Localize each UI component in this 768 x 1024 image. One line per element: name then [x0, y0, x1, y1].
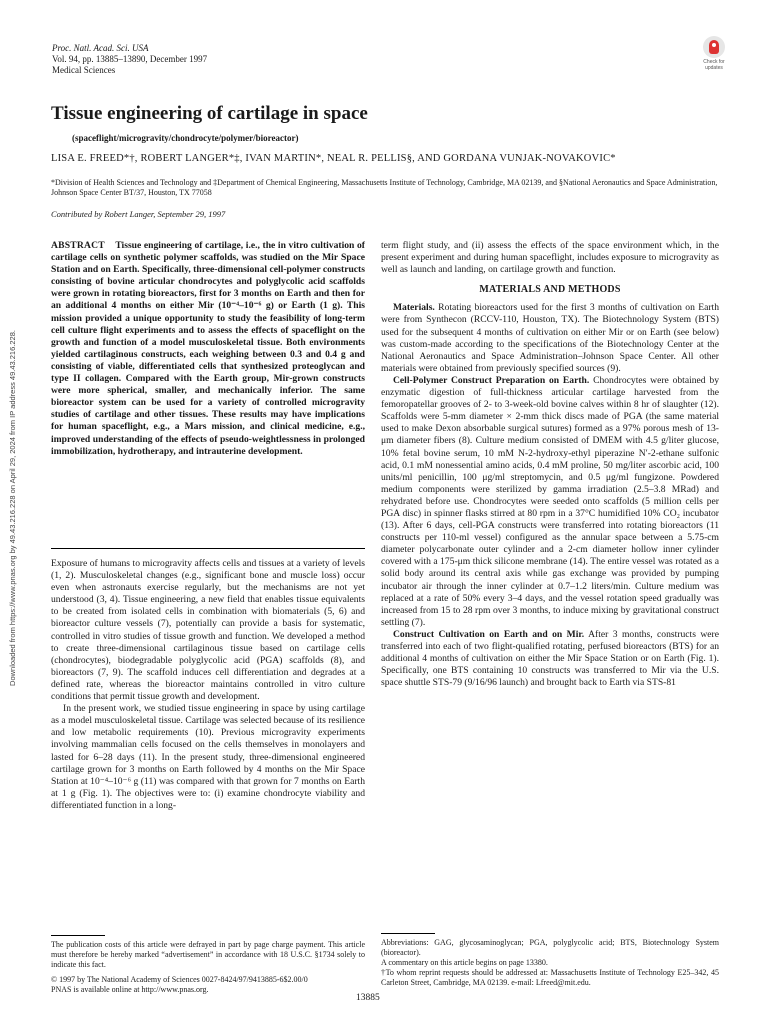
commentary-note: A commentary on this article begins on page 13380. — [381, 958, 548, 967]
cultivation-paragraph — [381, 629, 719, 689]
abstract-divider — [51, 548, 365, 549]
page-number: 13885 — [356, 993, 380, 1003]
cost-note: The publication costs of this article were defrayed in part by page charge payment. This article must therefore be hereby marked “advertisement” in accordance with 18 U.S.C. §1734 solely to indicate this fact. — [51, 940, 365, 969]
affiliations: *Division of Health Sciences and Technology and ‡Department of Chemical Engineering, Massachusetts Institute of Technology, Cambridge, MA 02139, and §National Aeronautics and Space Administration, Johnson Space Center BT/37, Houston, TX 77058 — [51, 178, 718, 197]
materials-heading: Materials. — [393, 302, 435, 314]
article-title: Tissue engineering of cartilage in space — [51, 103, 368, 124]
author-list: LISA E. FREED*†, ROBERT LANGER*‡, IVAN MARTIN*, NEAL R. PELLIS§, AND GORDANA VUNJAK-NOVAKOVIC* — [51, 153, 616, 164]
journal-section: Medical Sciences — [52, 65, 116, 75]
keywords: (spaceflight/microgravity/chondrocyte/polymer/bioreactor) — [72, 133, 299, 143]
footnote-rule-left — [51, 935, 105, 936]
prep-text: Chondrocytes were obtained by enzymatic digestion of full-thickness articular cartilage harvested from the femoropatellar grooves of 2- to 3-week-old bovine calves within 8 hr of slaughter (12). Scaffolds were 5-mm diameter × 2-mm thick discs made of PGA (the same material used to make Dexon absorbable surgical sutures) formed as a 97% porous mesh of 13-μm diameter fibers (8). Culture medium consisted of DMEM with 4.5 g/liter glucose, 10% fetal bovine serum, 10 mM N-2-hydroxy-ethyl piperazine N′-2-ethane sulfonic acid, 0.1 mM nonessential amino acids, 0.4 mM proline, 50 mg/liter ascorbic acid, 100 units/ml penicillin, 100 μg/ml streptomycin, and 0.5 μg/ml fungizone. Powdered medium components were sterilized by gamma irradiation (2.5–3.8 MRad) and rehydrated before use. Chondrocytes were seeded onto scaffolds (5 million cells per PGA disc) in spinner flasks stirred at 80 rpm in a 37°C humidified 10% CO₂ incubator (13). After 6 days, cell-PGA constructs were transferred into rotating bioreactors (11 constructs per 110-ml vessel) configured as the annular space between a 5.75-cm diameter polycarbonate outer cylinder and a 2-cm diameter hollow inner cylinder covered with a 175-μm thick silicone membrane (14). The entire vessel was rotated as a solid body around its central axis while gas exchange was provided by pumping incubator air through the inner cylinder at 0.7–1.2 liters/min. Culture medium was replaced at a rate of 50% every 3–4 days, and the vessel rotation speed gradually was increased from 15 to 28 rpm over 3 months, to induce mixing by gravitational construct settling (7). — [381, 374, 719, 628]
abbreviations-note: Abbreviations: GAG, glycosaminoglycan; PGA, polyglycolic acid; BTS, Biotechnology System (bioreactor). — [381, 938, 719, 957]
contributed-by: Contributed by Robert Langer, September 29, 1997 — [51, 209, 226, 219]
prep-paragraph — [381, 375, 719, 629]
journal-volume: Vol. 94, pp. 13885–13890, December 1997 — [52, 54, 208, 64]
reprint-note: †To whom reprint requests should be addressed at: Massachusetts Institute of Technology E25–342, 45 Carleton Street, Cambridge, MA 02139. e-mail: Lfreed@mit.edu. — [381, 968, 719, 987]
materials-paragraph — [381, 302, 719, 375]
cultivation-text: After 3 months, constructs were transferred into each of two flight-qualified rotating, perfused bioreactors (BTS) for an additional 4 months of cultivation on either the Mir Space Station or on Earth (Fig. 1). Specifically, one BTS containing 10 constructs was transferred to Mir via the U.S. space shuttle STS-79 (9/16/96 launch) and brought back to Earth via STS-81 — [381, 628, 720, 689]
online-note: PNAS is available online at http://www.pnas.org. — [51, 985, 209, 994]
copyright-note: © 1997 by The National Academy of Sciences 0027-8424/97/9413885-6$2.00/0 — [51, 975, 308, 984]
introduction — [51, 558, 365, 812]
journal-name: Proc. Natl. Acad. Sci. USA — [52, 43, 149, 53]
materials-text: Rotating bioreactors used for the first 3 months of cultivation on Earth were from Synthecon (RCCV-110, Houston, TX). The Biotechnology System (BTS) used for the subsequent 4 months of cultivation on either Mir or on Earth (see below) was custom-made according to the specifications of the Biotechnology Center at the National Aeronautics and Space Administration–Johnson Space Center. All other materials were obtained from previously specified sources (9). — [381, 302, 719, 374]
footnotes-left — [51, 940, 365, 1000]
badge-line2: updates — [705, 65, 723, 71]
section-heading: MATERIALS AND METHODS — [479, 284, 621, 296]
prep-heading: Cell-Polymer Construct Preparation on Earth. — [393, 374, 590, 386]
badge-line1: Check for — [703, 59, 725, 65]
objectives-continuation: term flight study, and (ii) assess the effects of the space environment which, in the present experiment and during human spaceflight, includes exposure to microgravity as well as launch and landing, on cartilage growth and function. — [381, 240, 719, 276]
abstract-text: Tissue engineering of cartilage, i.e., the in vitro cultivation of cartilage cells on synthetic polymer scaffolds, was studied on the Mir Space Station and on Earth. Specifically, three-dimensional cell-polymer constructs consisting of bovine articular chondrocytes and polyglycolic acid scaffolds were grown in rotating bioreactors, first for 3 months on Earth and then for an additional 4 months on either Mir (10⁻⁴–10⁻⁶ g) or Earth (1 g). This mission provided a unique opportunity to study the feasibility of long-term cell culture flight experiments and to assess the effects of spaceflight on the growth and function of a model musculoskeletal tissue. Both environments yielded cartilaginous constructs, each weighing between 0.3 and 0.4 g and consisting of viable, differentiated cells that synthesized proteoglycan and type II collagen. Compared with the Earth group, Mir-grown constructs were more spherical, smaller, and mechanically inferior. The same bioreactor system can be used for a variety of controlled microgravity studies of cartilage and other tissues. These results may have implications for human spaceflight, e.g., a Mars mission, and clinical medicine, e.g., improved understanding of the effects of pseudo-weightlessness in prolonged immobilization, hydrotherapy, and intrauterine development. — [51, 240, 366, 457]
abstract — [51, 240, 365, 458]
intro-paragraph-2: In the present work, we studied tissue engineering in space by using cartilage as a model musculoskeletal tissue. Cartilage was selected because of its resilience and low metabolic requirements (10). Previous microgravity experiments involving mammalian cells focused on the cells themselves in monolayers and lasted for 6–28 days (11). In the present study, three-dimensional engineered cartilage grown for 3 months on Earth followed by 4 months on the Mir Space Station at 10⁻⁴–10⁻⁶ g (11) was compared with that grown for 7 months on Earth at 1 g (Fig. 1). The objectives were to: (i) examine chondrocyte viability and differentiated function in a long- — [51, 703, 365, 811]
footnote-rule-right — [381, 933, 435, 934]
footnotes-right — [381, 938, 719, 988]
check-for-updates-badge[interactable] — [697, 36, 731, 71]
cultivation-heading: Construct Cultivation on Earth and on Mir. — [393, 628, 585, 640]
intro-paragraph-1: Exposure of humans to microgravity affects cells and tissues at a variety of levels (1, 2). Musculoskeletal changes (e.g., significant bone and muscle loss) occur even when astronauts exercise regularly, but the mechanisms are not yet understood (3, 4). Tissue engineering, a new field that enables tissue equivalents to be created from isolated cells in combination with biomaterials (5, 6) and bioreactor culture vessels (7), potentially can provide a basis for systematic, controlled in vitro studies of tissue growth and function. We developed a method to create three-dimensional cartilaginous tissue based on cartilage cells (chondrocytes), biodegradable polyglycolic acid (PGA) scaffolds (8), and bioreactors (7, 9). The scaffold induces cell differentiation and degrades at a defined rate, whereas the bioreactor maintains controlled in vitro culture conditions that permit tissue growth and development. — [51, 558, 365, 703]
journal-masthead — [52, 43, 207, 76]
check-for-updates-icon — [703, 36, 725, 58]
download-stamp: Downloaded from https://www.pnas.org by 49.43.216.228 on April 29, 2024 from IP address 49.43.216.228. — [8, 330, 17, 686]
right-column — [381, 240, 719, 689]
abstract-label: ABSTRACT — [51, 240, 105, 251]
